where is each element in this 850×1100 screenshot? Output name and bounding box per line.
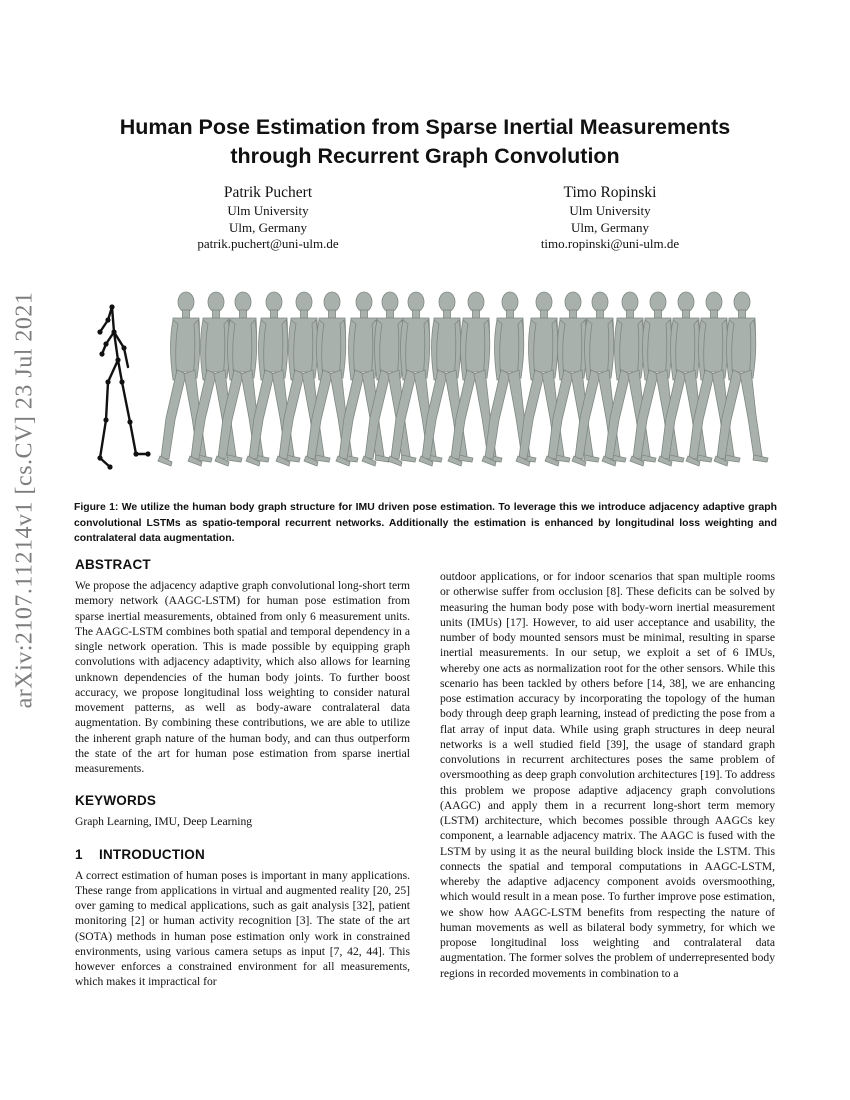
arxiv-stamp-text: arXiv:2107.11214v1 [cs.CV] 23 Jul 2021	[11, 291, 38, 709]
introduction-text-left: A correct estimation of human poses is important in many applications. These range from applications in virtual and augmented reality [20, 25] over gaming to medical applications, such as gait analysis [32], patient monitoring [2] or human activity recognition [3]. The state of the art (SOTA) methods in human pose estimation only work in constrained environments, using various camera setups as input [7, 42, 44]. This however enforces a constrained environment for all measurements, which makes it impractical for	[75, 868, 410, 989]
right-column	[440, 569, 775, 981]
author-block-2	[480, 183, 740, 253]
author-block-1	[138, 183, 398, 253]
abstract-section	[75, 556, 410, 776]
section-title: INTRODUCTION	[99, 846, 205, 862]
author-email[interactable]: patrik.puchert@uni-ulm.de	[197, 236, 339, 251]
keywords-text: Graph Learning, IMU, Deep Learning	[75, 815, 253, 829]
introduction-text-right: outdoor applications, or for indoor scenarios that span multiple rooms or otherwise suffer from occlusion [8]. These deficits can be solved by measuring the human body pose with body-worn inertial measurement units (IMUs) [17]. However, to aid user acceptance and usability, the number of body mounted sensors must be minimal, resulting in sparse inertial measurements. In our setup, we exploit a set of 6 IMUs, whereby one acts as normalization root for the other sensors. While this scenario has been tackled by others before [14, 38], we are enhancing pose estimation accuracy by incorporating the topology of the human body through deep graph learning, instead of predicting the pose from a flat array of input data. While using graph structures in deep neural networks is a well studied field [39], the usage of standard graph convolutions in recurrent architectures poses the same problem of oversmoothing as deep graph convolution architectures [19]. To address this problem we propose adaptive adjacency graph convolutions (AAGC) and apply them in a recurrent long-short term memory (LSTM) architecture, which becomes possible through AAGCs key component, a learnable adjacency matrix. The AAGC is fused with the LSTM by using it as the neural building block inside the LSTM. This connects the spatial and temporal computations in AAGC-LSTM, whereby the adaptive adjacency component avoids oversmoothing, which would result in a mean pose. To further improve pose estimation, we show how AAGC-LSTM benefits from respecting the nature of human movements as well as bilateral body symmetry, for which we propose longitudinal loss weighting and contralateral data augmentation. The former solves the problem of underrepresented body regions in recorded movements in combination to a	[440, 570, 775, 980]
keywords-section	[75, 792, 410, 829]
arxiv-stamp	[2, 291, 48, 709]
section-number: 1	[75, 846, 83, 862]
author-name: Timo Ropinski	[563, 184, 657, 201]
author-location: Ulm, Germany	[571, 219, 649, 235]
author-affiliation: Ulm University	[227, 203, 309, 218]
abstract-text: We propose the adjacency adaptive graph convolutional long-short term memory network (AAGC-LSTM) for human pose estimation from sparse inertial measurements, obtained from only 6 measurement units. The AAGC-LSTM combines both spatial and temporal dependency in a single network operation. This is made possible by equipping graph convolutions with adjacency adaptivity, which also allows for learning unknown dependencies of the human body joints. To further boost accuracy, we propose longitudinal loss weighting to consider natural movement patterns, as well as body-aware contralateral data augmentation. By combining these contributions, we are able to utilize the inherent graph nature of the human body, and can thus outperform the state of the art for human pose estimation from sparse inertial measurements.	[75, 579, 410, 775]
skeleton-figure	[97, 304, 150, 469]
paper-title	[60, 113, 790, 171]
abstract-heading: ABSTRACT	[75, 557, 151, 572]
left-column	[75, 556, 410, 990]
title-line-1: Human Pose Estimation from Sparse Inertial Measurements	[119, 115, 731, 139]
author-email[interactable]: timo.ropinski@uni-ulm.de	[540, 236, 680, 251]
author-affiliation: Ulm University	[569, 203, 651, 218]
introduction-heading	[75, 846, 410, 864]
introduction-section	[75, 846, 410, 990]
walking-body-sequence	[158, 292, 768, 466]
author-name: Patrik Puchert	[223, 184, 313, 201]
title-line-2: through Recurrent Graph Convolution	[230, 144, 620, 168]
figure-caption: Figure 1: We utilize the human body graph structure for IMU driven pose estimation. To leverage this we introduce adjacency adaptive graph convolutional LSTMs as spatio-temporal recurrent networks. Additionally the estimation is enhanced by longitudinal loss weighting and contralateral data augmentation.	[74, 502, 777, 544]
teaser-figure	[78, 282, 774, 477]
author-location: Ulm, Germany	[229, 219, 307, 235]
keywords-heading: KEYWORDS	[75, 793, 157, 809]
